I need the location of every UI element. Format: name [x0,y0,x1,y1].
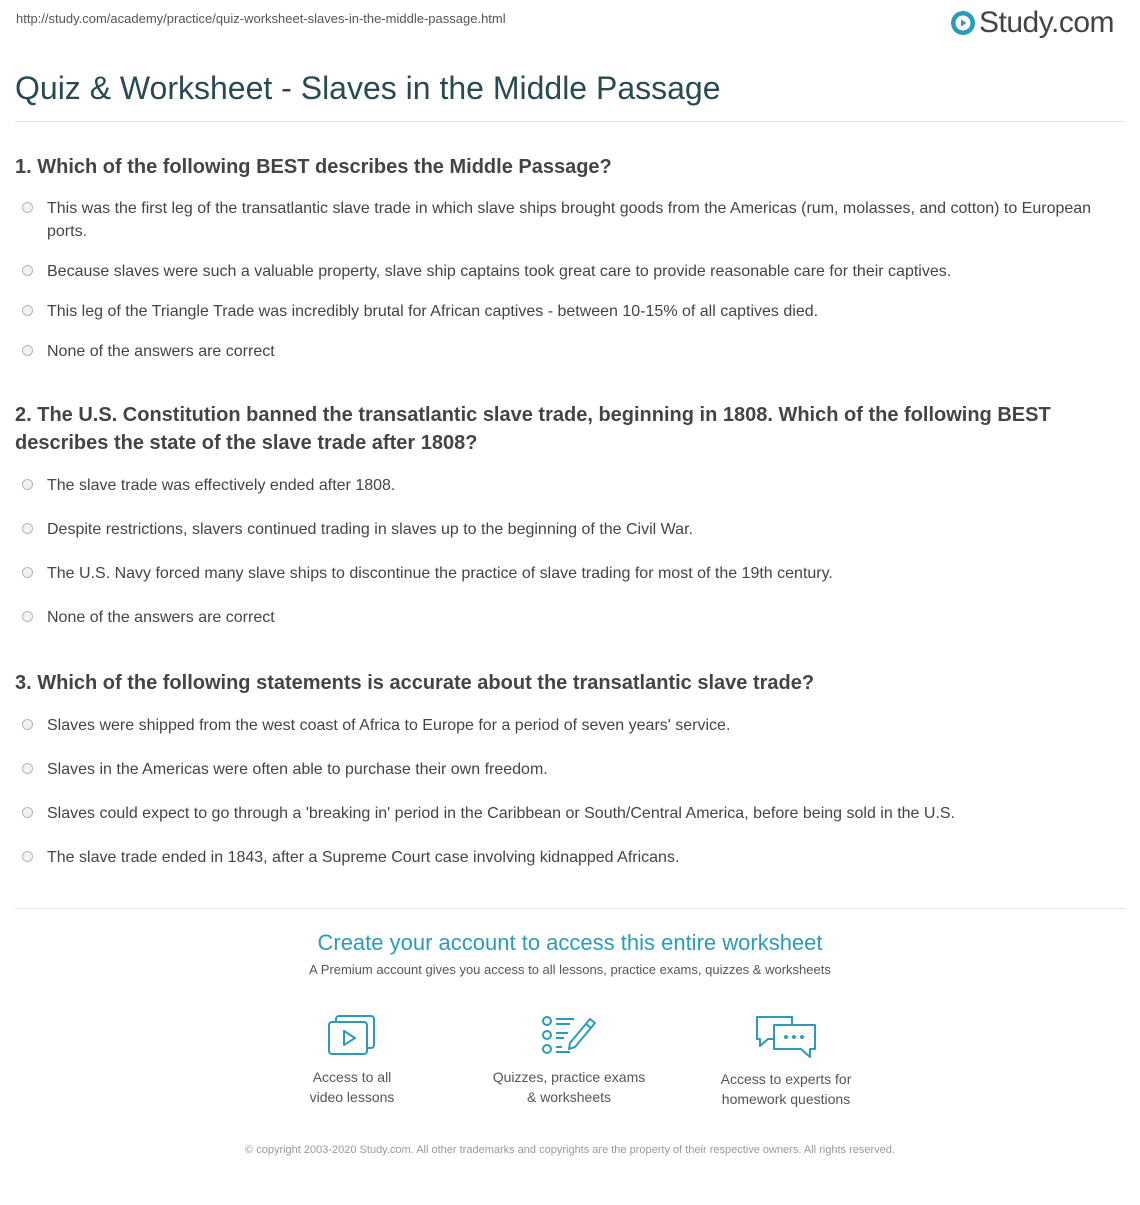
footer-copyright [0,1142,1140,1159]
answer-option[interactable] [22,714,1102,737]
title-divider [15,121,1125,122]
quiz-checklist-icon [540,1013,598,1057]
radio-button[interactable] [22,305,33,316]
answer-text: Slaves were shipped from the west coast of Africa to Europe for a period of seven years' service. [47,717,731,734]
radio-button[interactable] [22,202,33,213]
radio-button[interactable] [22,611,33,622]
feature-label-line2: homework questions [721,1091,851,1107]
page-title: Quiz & Worksheet - Slaves in the Middle Passage [15,70,721,106]
answer-text: This leg of the Triangle Trade was incredibly brutal for African captives - between 10-15% of all captives died. [47,303,819,320]
answer-option[interactable] [22,606,1102,629]
feature-label-line2: & worksheets [526,1089,612,1105]
answer-option[interactable] [22,758,1102,781]
chat-bubbles-icon [754,1013,818,1059]
feature-label-line1: Quizzes, practice exams [492,1069,646,1085]
answer-option[interactable] [22,846,1102,869]
radio-button[interactable] [22,567,33,578]
answer-option[interactable] [22,260,1102,283]
feature-video-lessons [262,1013,442,1107]
answer-text: None of the answers are correct [47,609,275,626]
answer-text: This was the first leg of the transatlantic slave trade in which slave ships brought goods from the Americas (rum, molasses, and cotton) to European ports. [47,200,1092,240]
video-lessons-icon [326,1013,378,1057]
answer-option[interactable] [22,562,1102,585]
question-2: 2. The U.S. Constitution banned the transatlantic slave trade, beginning in 1808. Which of the following BEST describes the state of the slave trade after 1808? [15,404,1051,454]
radio-button[interactable] [22,763,33,774]
cta-subtitle: A Premium account gives you access to all lessons, practice exams, quizzes & worksheets [309,962,831,977]
answer-text: None of the answers are correct [47,343,275,360]
feature-quizzes [479,1013,659,1107]
create-account-link[interactable]: Create your account to access this entire worksheet [317,930,823,955]
question-1: 1. Which of the following BEST describes the Middle Passage? [15,156,612,178]
radio-button[interactable] [22,807,33,818]
feature-label-line1: Access to all [312,1069,392,1085]
answer-option[interactable] [22,340,1102,363]
answer-option[interactable] [22,300,1102,323]
cta-divider [15,908,1125,909]
answer-text: The U.S. Navy forced many slave ships to discontinue the practice of slave trading for most of the 19th century. [47,565,833,582]
radio-button[interactable] [22,523,33,534]
logo-text: Study.com [979,6,1114,39]
play-circle-icon [951,11,975,35]
answer-option[interactable] [22,518,1102,541]
answer-option[interactable] [22,802,1102,825]
radio-button[interactable] [22,265,33,276]
radio-button[interactable] [22,719,33,730]
question-3: 3. Which of the following statements is accurate about the transatlantic slave trade? [15,672,815,694]
feature-experts [696,1013,876,1109]
feature-label-line2: video lessons [309,1089,395,1105]
radio-button[interactable] [22,479,33,490]
answer-option[interactable] [22,197,1102,243]
answer-text: The slave trade was effectively ended after 1808. [47,477,396,494]
feature-label-line1: Access to experts for [720,1071,852,1087]
page-url: http://study.com/academy/practice/quiz-worksheet-slaves-in-the-middle-passage.html [16,11,506,26]
answer-text: Slaves in the Americas were often able to purchase their own freedom. [47,761,548,778]
answer-text: Slaves could expect to go through a 'breaking in' period in the Caribbean or South/Central America, before being sold in the U.S. [47,805,955,822]
copyright-text: © copyright 2003-2020 Study.com. All other trademarks and copyrights are the property of their respective owners. All rights reserved. [245,1144,895,1156]
answer-text: The slave trade ended in 1843, after a Supreme Court case involving kidnapped Africans. [47,849,680,866]
answer-text: Despite restrictions, slavers continued trading in slaves up to the beginning of the Civil War. [47,521,693,538]
radio-button[interactable] [22,851,33,862]
radio-button[interactable] [22,345,33,356]
answer-text: Because slaves were such a valuable property, slave ship captains took great care to provide reasonable care for their captives. [47,263,952,280]
study-logo[interactable] [951,6,1114,40]
answer-option[interactable] [22,474,1102,497]
